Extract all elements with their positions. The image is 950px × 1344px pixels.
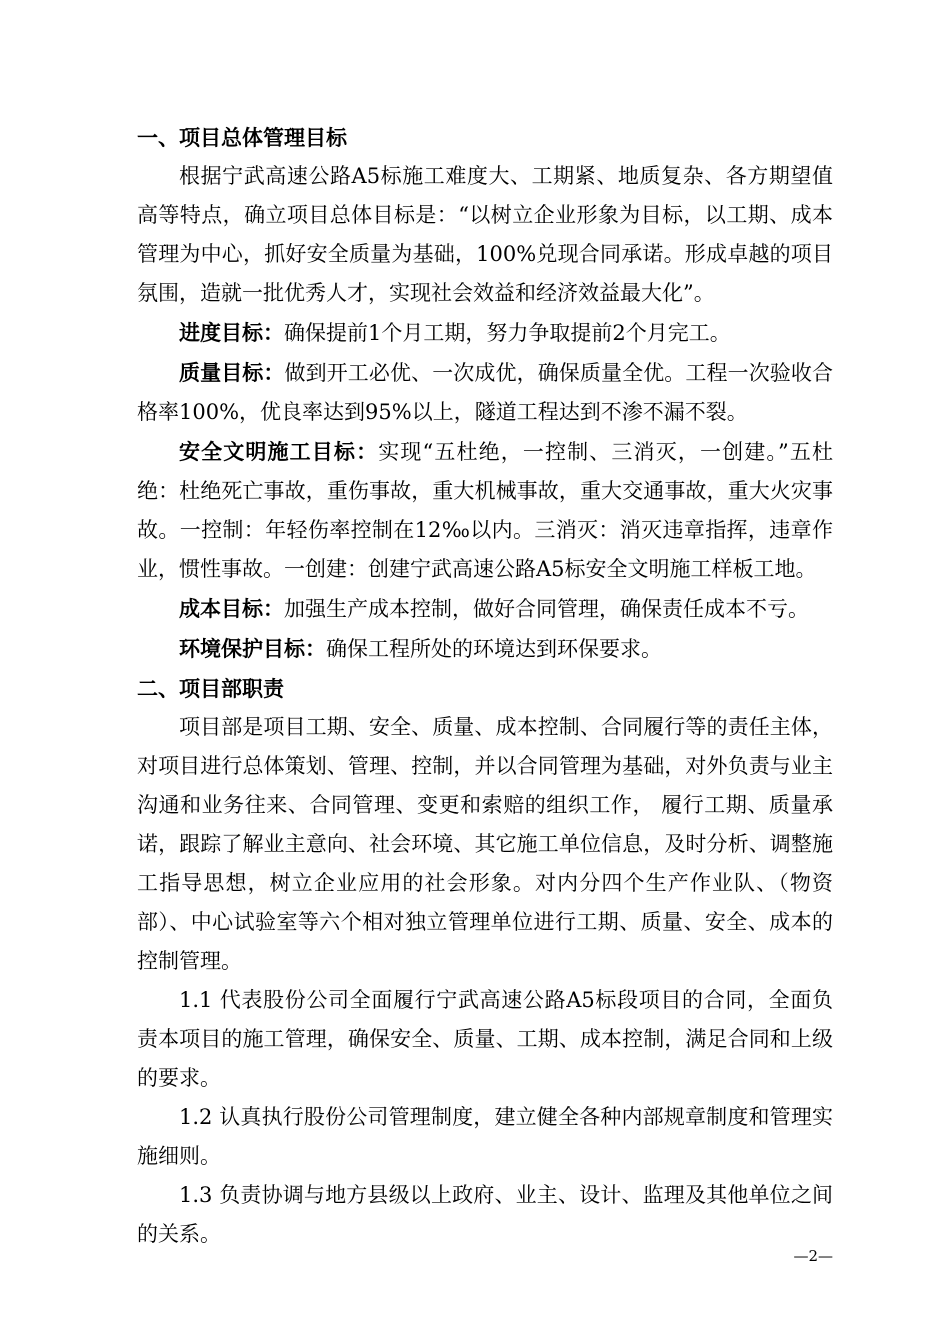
paragraph-department-duties [137,708,833,981]
paragraph-lead: 质量目标： [179,360,285,385]
paragraph-text: 1.2 认真执行股份公司管理制度，建立健全各种内部规章制度和管理实施细则。 [137,1105,833,1168]
paragraph-overall-goal [137,157,833,313]
page-number: —2— [793,1247,833,1265]
paragraph-text: 确保工程所处的环境达到环保要求。 [326,637,662,661]
paragraph-lead: 进度目标： [179,320,284,345]
paragraph-text: 确保提前1个月工期，努力争取提前2个月完工。 [284,321,731,345]
paragraph-text: 项目部是项目工期、安全、质量、成本控制、合同履行等的责任主体，对项目进行总体策划、管理、控制，并以合同管理为基础，对外负责与业主沟通和业务往来、合同管理、变更和索赔的组织工作， 履行工期、质量承诺，跟踪了解业主意向、社会环境、其它施工单位信息，及时分析、调整施工指导思想，树立企业应用的社会形象。对内分四个生产作业队、（物资部）、中心试验室等六个相对独立管理单位进行工期、质量、安全、成本的控制管理。 [137,715,833,973]
document-body [137,118,833,1254]
paragraph-schedule-goal [137,313,833,353]
paragraph-item-1-2 [137,1098,833,1176]
section-heading-1: 一、项目总体管理目标 [137,125,347,150]
paragraph-lead: 成本目标： [179,596,284,621]
paragraph-text: 实现“五杜绝，一控制、三消灭，一创建。”五杜绝：杜绝死亡事故，重伤事故，重大机械事故，重大交通事故，重大火灾事故。一控制：年轻伤率控制在12‰以内。三消灭：消灭违章指挥，违章作业，惯性事故。一创建：创建宁武高速公路A5标安全文明施工样板工地。 [137,440,833,581]
paragraph-cost-goal [137,589,833,629]
paragraph-text: 1.3 负责协调与地方县级以上政府、业主、设计、监理及其他单位之间的关系。 [137,1183,833,1246]
paragraph-text: 根据宁武高速公路A5标施工难度大、工期紧、地质复杂、各方期望值高等特点，确立项目总体目标是：“以树立企业形象为目标，以工期、成本管理为中心，抓好安全质量为基础，100%兑现合同承诺。形成卓越的项目氛围，造就一批优秀人才，实现社会效益和经济效益最大化”。 [137,164,833,305]
paragraph-text: 加强生产成本控制，做好合同管理，确保责任成本不亏。 [284,597,809,621]
paragraph-quality-goal [137,353,833,432]
paragraph-item-1-3 [137,1176,833,1254]
paragraph-text: 做到开工必优、一次成优，确保质量全优。工程一次验收合格率100%，优良率达到95%以上，隧道工程达到不渗不漏不裂。 [137,361,833,424]
paragraph-lead: 安全文明施工目标： [179,439,379,464]
paragraph-environment-goal [137,629,833,669]
paragraph-text: 1.1 代表股份公司全面履行宁武高速公路A5标段项目的合同，全面负责本项目的施工管理，确保安全、质量、工期、成本控制，满足合同和上级的要求。 [137,988,833,1090]
paragraph-safety-goal [137,432,833,589]
section-heading-2: 二、项目部职责 [137,676,284,701]
paragraph-item-1-1 [137,981,833,1098]
paragraph-lead: 环境保护目标： [179,636,326,661]
